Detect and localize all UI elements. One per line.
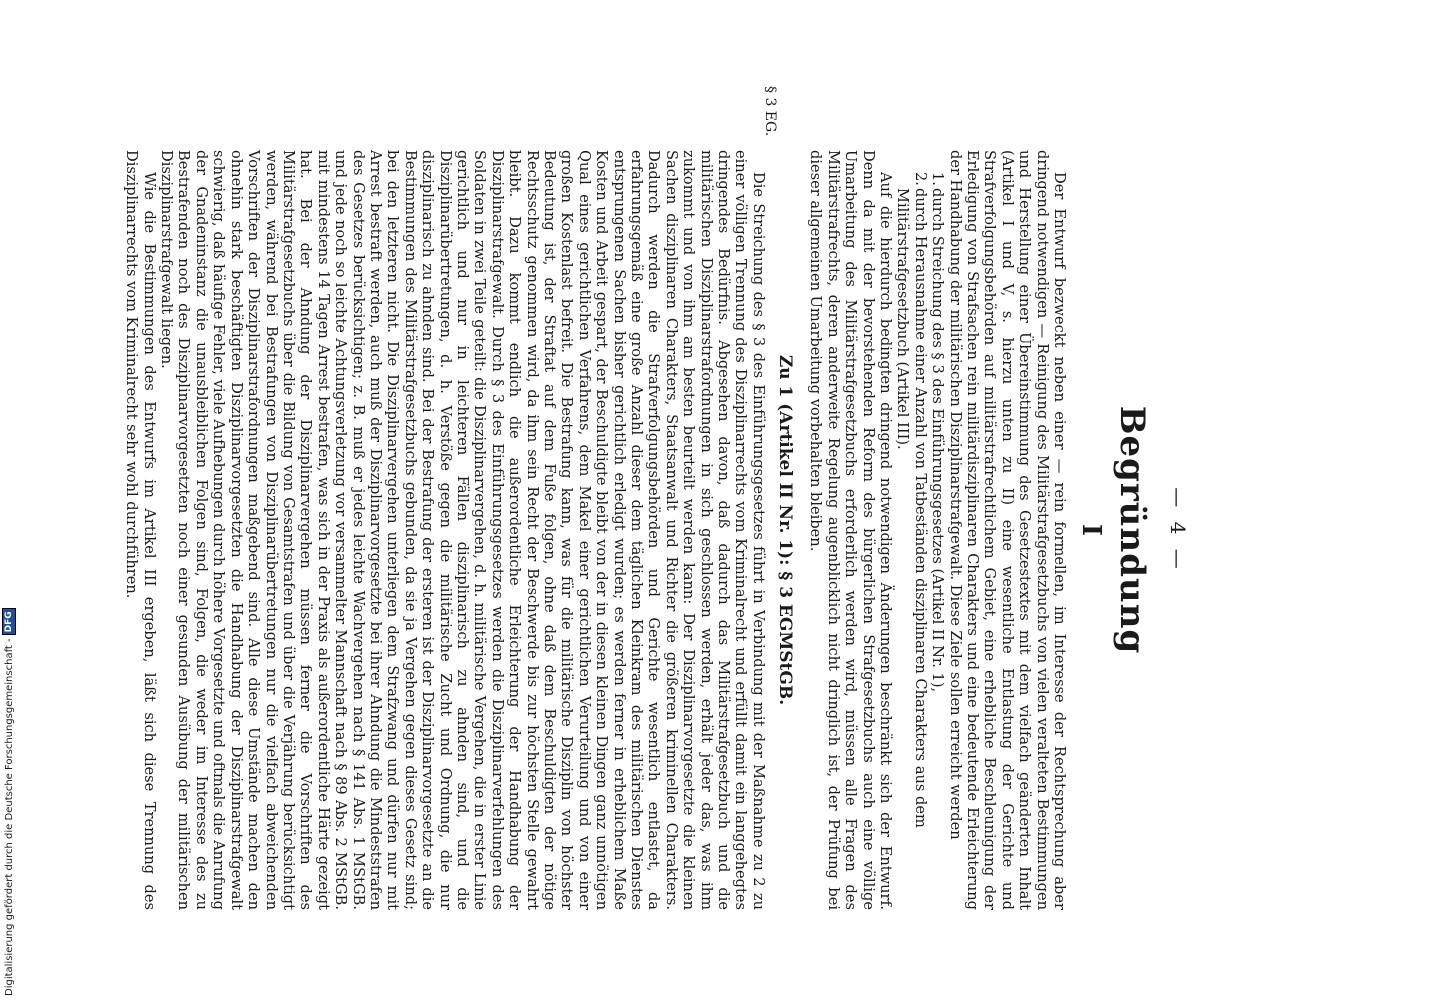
page-title: Begründung xyxy=(1112,405,1152,655)
measures-list xyxy=(894,172,946,910)
paragraph-2: Auf die hierdurch bedingten dringend notwendigen Änderungen beschränkt sich der Entwurf. Denn da mit der bevorstehenden Reform des bürgerlichen Strafgesetzbuchs auch eine völlige Umarbeitung des Militärstrafgesetzbuchs erforderlich werden wird, müssen alle Fragen des Militärstrafrechts, deren anderweite Regelung augenblicklich nicht dringlich ist, der Prüfung bei dieser allgemeinen Umarbeitung vorbehalten bleiben. xyxy=(807,150,894,910)
rotated-document-page xyxy=(123,86,1190,910)
list-text: durch Streichung des § 3 des Einführungsgesetzes (Artikel II Nr. 1), xyxy=(929,188,947,693)
digitization-credit xyxy=(2,608,16,996)
list-text: durch Herausnahme einer Anzahl von Tatbeständen disziplinaren Charakters aus dem Militärstrafgesetzbuch (Artikel III). xyxy=(894,188,929,828)
paragraph-4: Wie die Bestimmungen des Entwurfs im Artikel III ergeben, läßt sich diese Trennung des Disziplinarrechts vom Kriminalrecht sehr wohl durchführen. xyxy=(123,150,158,910)
intro-paragraph: Der Entwurf bezweckt neben einer — rein formellen, im Interesse der Rechtsprechung aber dringend notwendigen — Reinigung des Militärstrafgesetzbuchs von vielen veralteten Bestimmungen und Herstellung einer Übereinstimmung des Gesetzestextes mit dem vielfach geänderten Inhalt (Artikel I und V, s. hierzu unten zu II) eine wesentliche Entlastung der Gerichte und Strafverfolgungsbehörden auf militärstrafrechtlichem Gebiet, eine erhebliche Beschleunigung der Erledigung von Strafsachen rein militärdisziplinaren Charakters und eine bedeutende Erleichterung der Handhabung der militärischen Disziplinarstrafgewalt. Diese Ziele sollen erreicht werden xyxy=(946,150,1068,910)
list-item xyxy=(894,172,929,910)
list-number: 1. xyxy=(929,172,947,186)
credit-text: Digitalisierung gefördert durch die Deutsche Forschungsgemeinschaft - xyxy=(3,638,15,996)
list-number: 2. xyxy=(911,172,929,186)
section-heading: Zu 1 (Artikel II Nr. 1): § 3 EGMStGB. xyxy=(774,354,795,706)
list-item xyxy=(929,172,946,910)
paragraph-3: Die Streichung des § 3 des Einführungsgesetzes führt in Verbindung mit der Maßnahme zu 2 zu einer völligen Trennung des Disziplinarrechts vom Kriminalrecht und erfüllt damit ein langgehegtes dringendes Bedürfnis. Abgesehen davon, daß dadurch das Militärstrafgesetzbuch und die militärischen Disziplinarstrafordnungen in sich geschlossen werden, erhält jeder das, was ihm zukommt und von ihm am besten beurteilt werden kann: Der Disziplinarvorgesetzte die kleinen Sachen disziplinaren Charakters, Staatsanwalt und Richter die größeren kriminellen Charakters. Dadurch werden die Strafverfolgungsbehörden und Gerichte wesentlich entlastet, da erfahrungsgemäß eine große Anzahl dieser dem täglichen Kleinkram des militärischen Dienstes entsprungenen Sachen bisher gerichtlich erledigt wurden; es werden ferner in erheblichem Maße Kosten und Arbeit gespart, der Beschuldigte bleibt von der in diesen kleinen Dingen ganz unnötigen Qual eines gerichtlichen Verfahrens, dem Makel einer gerichtlichen Verurteilung und von einer großen Kostenlast befreit. Die Bestrafung kann, was für die militärische Disziplin von höchster Bedeutung ist, der Straftat auf dem Fuße folgen, ohne daß dem Beschuldigten der nötige Rechtsschutz genommen wird, da ihm sein Recht der Beschwerde bis zur höchsten Stelle gewahrt bleibt. Dazu kommt endlich die außerordentliche Erleichterung der Handhabung der Disziplinarstrafgewalt. Durch § 3 des Einführungsgesetzes werden die Disziplinarverfehlungen des Soldaten in zwei Teile geteilt: die Disziplinarvergehen, d. h. militärische Vergehen, die in erster Linie gerichtlich und nur in leichteren Fällen disziplinarisch zu ahnden sind, und die Disziplinarübertretungen, d. h. Verstöße gegen die militärische Zucht und Ordnung, die nur disziplinarisch zu ahnden sind. Bei der Bestrafung der ersteren ist der Disziplinarvorgesetzte an die Bestimmungen des Militärstrafgesetzbuchs gebunden, da sie ja Vergehen gegen dieses Gesetz sind; bei den letzteren nicht. Die Disziplinarvergehen unterliegen dem Strafzwang und dürfen nur mit Arrest bestraft werden, auch muß der Disziplinarvorgesetzte bei ihrer Ahndung die Mindeststrafen des Gesetzes berücksichtigen; z. B. muß er jedes leichte Wachvergehen nach § 141 Abs. 1 MStGB. und jede noch so leichte Achtungsverletzung vor versammelter Mannschaft nach § 89 Abs. 2 MStGB. mit mindestens 14 Tagen Arrest bestrafen, was sich in der Praxis als außerordentliche Härte gezeigt hat. Bei der Ahndung der Disziplinarvergehen müssen ferner die Vorschriften des Militärstrafgesetzbuchs über die Bildung von Gesamtstrafen und über die Verjährung berücksichtigt werden, während bei Bestrafungen von Disziplinarübertretungen nur die vielfach abweichenden Vorschriften der Disziplinarstrafordnungen maßgebend sind. Alle diese Umstände machen den ohnehin stark beschäftigten Disziplinarvorgesetzten die Handhabung der Disziplinarstrafgewalt schwierig, daß häufige Fehler, viele Aufhebungen durch höhere Vorgesetzte und oftmals die Anrufung der Gnadeninstanz die unausbleiblichen Folgen sind, Folgen, die weder im Interesse des zu Bestrafenden noch des Disziplinarvorgesetzten noch einer gesunden Ausübung der militärischen Disziplinarstrafgewalt liegen. xyxy=(158,150,767,910)
part-numeral: I xyxy=(1076,523,1106,537)
margin-note: § 3 EG. xyxy=(762,86,778,137)
page-number: — 4 — xyxy=(1166,487,1190,573)
dfg-logo: DFG xyxy=(2,608,16,635)
